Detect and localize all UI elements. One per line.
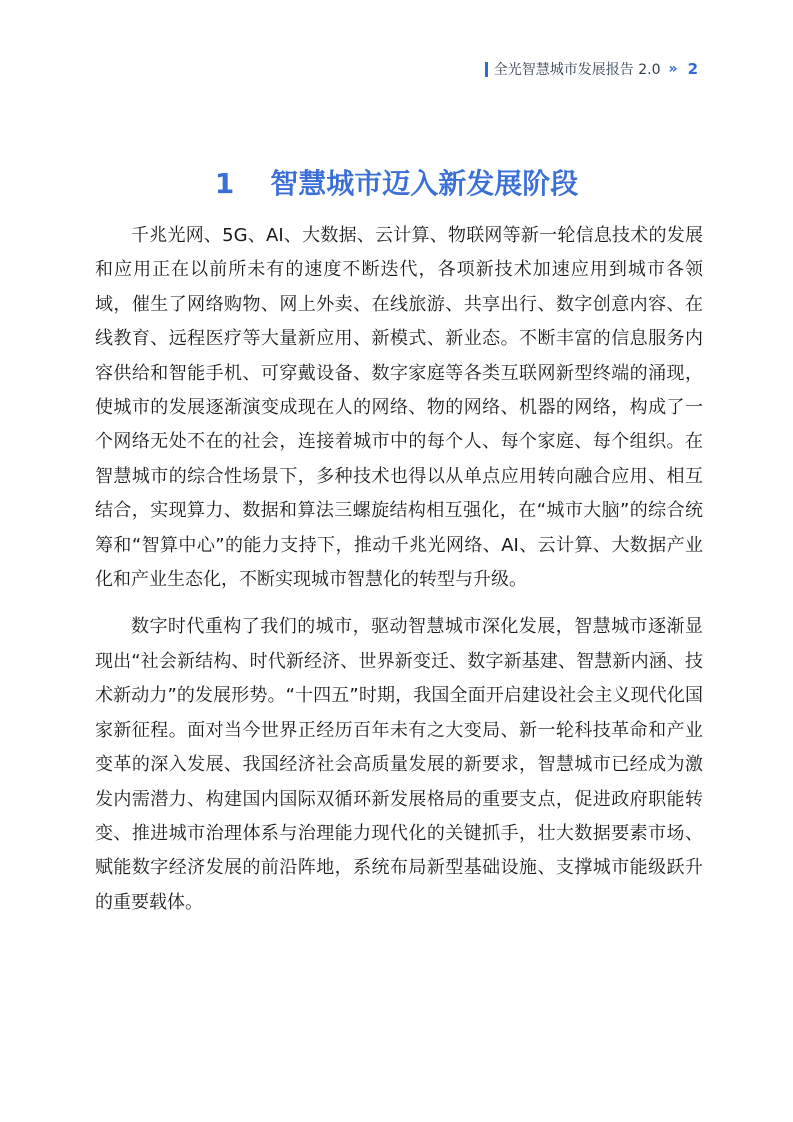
paragraph-1: 千兆光网、5G、AI、大数据、云计算、物联网等新一轮信息技术的发展和应用正在以前所未有的速度不断迭代，各项新技术加速应用到城市各领域，催生了网络购物、网上外卖、在线旅游、共享出行、数字创意内容、在线教育、远程医疗等大量新应用、新模式、新业态。不断丰富的信息服务内容供给和智能手机、可穿戴设备、数字家庭等各类互联网新型终端的涌现，使城市的发展逐渐演变成现在人的网络、物的网络、机器的网络，构成了一个网络无处不在的社会，连接着城市中的每个人、每个家庭、每个组织。在智慧城市的综合性场景下，多种技术也得以从单点应用转向融合应用、相互结合，实现算力、数据和算法三螺旋结构相互强化，在“城市大脑”的综合统筹和“智算中心”的能力支持下，推动千兆光网络、AI、云计算、大数据产业化和产业生态化，不断实现城市智慧化的转型与升级。: [95, 225, 703, 591]
section-number: 1: [214, 167, 235, 200]
header-accent-bar: [485, 62, 488, 77]
header-title: 全光智慧城市发展报告 2.0: [493, 62, 661, 78]
paragraph-2: 数字时代重构了我们的城市，驱动智慧城市深化发展，智慧城市逐渐显现出“社会新结构、时代新经济、世界新变迁、数字新基建、智慧新内涵、技术新动力”的发展形势。“十四五”时期，我国全面开启建设社会主义现代化国家新征程。面对当今世界正经历百年未有之大变局、新一轮科技革命和产业变革的深入发展、我国经济社会高质量发展的新要求，智慧城市已经成为激发内需潜力、构建国内国际双循环新发展格局的重要支点，促进政府职能转变、推进城市治理体系与治理能力现代化的关键抓手，壮大数据要素市场、赋能数字经济发展的前沿阵地，系统布局新型基础设施、支撑城市能级跃升的重要载体。: [95, 616, 703, 913]
section-heading: [0, 162, 793, 202]
body-content: [95, 219, 703, 920]
section-title: 智慧城市迈入新发展阶段: [270, 167, 579, 200]
page-number: 2: [687, 60, 698, 78]
running-header: [485, 58, 698, 80]
double-chevron-icon: »: [668, 61, 678, 77]
